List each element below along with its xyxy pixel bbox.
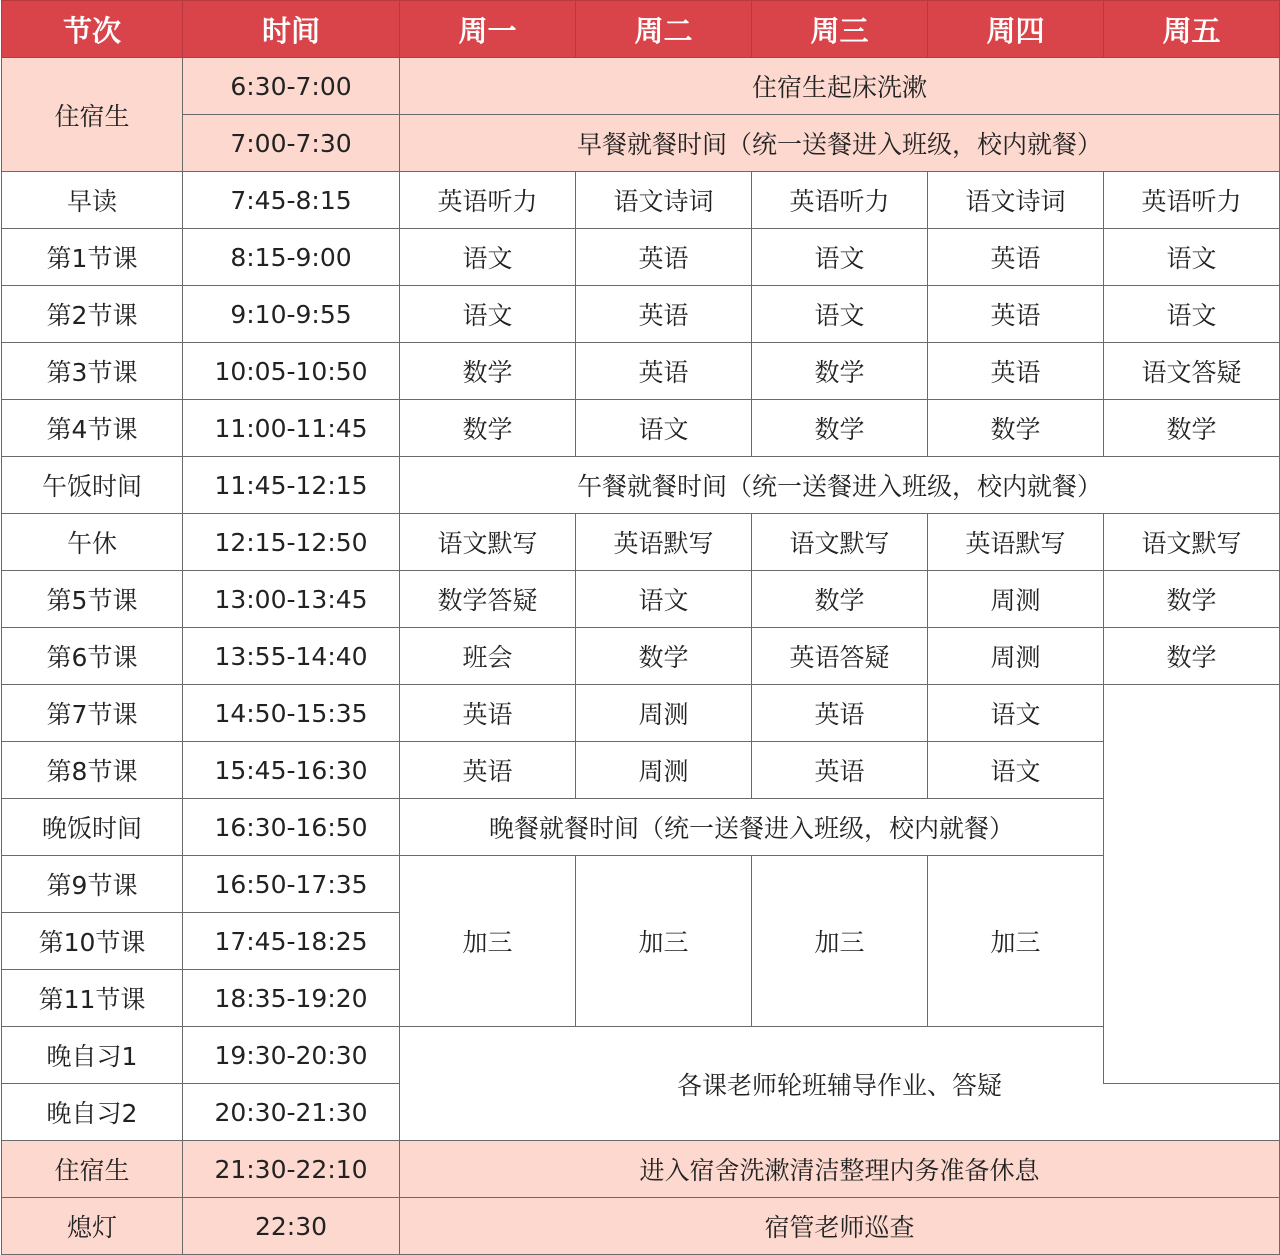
table-row [2,799,1280,856]
subject-cell: 英语默写 [576,514,752,571]
period-cell: 住宿生 [2,1141,183,1198]
table-row [2,229,1280,286]
subject-cell: 加三 [400,856,576,1027]
subject-cell: 语文答疑 [1104,343,1280,400]
period-cell: 第7节课 [2,685,183,742]
subject-cell: 英语听力 [1104,172,1280,229]
subject-cell: 英语 [400,685,576,742]
time-cell: 8:15-9:00 [183,229,400,286]
subject-cell: 英语听力 [752,172,928,229]
subject-cell: 数学答疑 [400,571,576,628]
table-row [2,856,1280,913]
header-monday: 周一 [400,1,576,58]
period-cell: 第6节课 [2,628,183,685]
activity-cell: 晚餐就餐时间（统一送餐进入班级，校内就餐） [400,799,1104,856]
period-cell: 第2节课 [2,286,183,343]
activity-cell: 住宿生起床洗漱 [400,58,1280,115]
time-cell: 9:10-9:55 [183,286,400,343]
subject-cell: 语文 [400,229,576,286]
table-row [2,514,1280,571]
subject-cell: 英语 [752,742,928,799]
table-row [2,400,1280,457]
time-cell: 13:55-14:40 [183,628,400,685]
time-cell: 16:30-16:50 [183,799,400,856]
table-row [2,58,1280,115]
activity-cell: 早餐就餐时间（统一送餐进入班级，校内就餐） [400,115,1280,172]
subject-cell: 英语 [576,343,752,400]
subject-cell: 英语 [928,286,1104,343]
table-row [2,1027,1280,1084]
table-row [2,343,1280,400]
header-thursday: 周四 [928,1,1104,58]
activity-cell: 进入宿舍洗漱清洁整理内务准备休息 [400,1141,1280,1198]
period-cell: 晚自习1 [2,1027,183,1084]
subject-cell: 班会 [400,628,576,685]
table-row [2,628,1280,685]
period-cell: 晚自习2 [2,1084,183,1141]
time-cell: 16:50-17:35 [183,856,400,913]
table-row [2,1141,1280,1198]
time-cell: 12:15-12:50 [183,514,400,571]
time-cell: 18:35-19:20 [183,970,400,1027]
header-wednesday: 周三 [752,1,928,58]
time-cell: 20:30-21:30 [183,1084,400,1141]
time-cell: 6:30-7:00 [183,58,400,115]
subject-cell: 周测 [576,742,752,799]
header-period: 节次 [2,1,183,58]
table-row [2,571,1280,628]
time-cell: 22:30 [183,1198,400,1255]
header-row [2,1,1280,58]
time-cell: 7:45-8:15 [183,172,400,229]
subject-cell: 数学 [576,628,752,685]
subject-cell: 英语答疑 [752,628,928,685]
subject-cell: 语文默写 [752,514,928,571]
table-row [2,685,1280,742]
period-cell: 住宿生 [2,58,183,172]
table-row [2,457,1280,514]
period-cell: 第3节课 [2,343,183,400]
period-cell: 第11节课 [2,970,183,1027]
time-cell: 15:45-16:30 [183,742,400,799]
activity-cell: 宿管老师巡查 [400,1198,1280,1255]
subject-cell: 周测 [928,571,1104,628]
subject-cell: 语文诗词 [928,172,1104,229]
period-cell: 第8节课 [2,742,183,799]
table-row [2,172,1280,229]
subject-cell: 语文默写 [400,514,576,571]
subject-cell: 英语 [576,286,752,343]
time-cell: 11:45-12:15 [183,457,400,514]
table-row [2,742,1280,799]
subject-cell: 数学 [752,343,928,400]
period-cell: 午饭时间 [2,457,183,514]
period-cell: 第10节课 [2,913,183,970]
subject-cell: 加三 [576,856,752,1027]
subject-cell: 英语 [928,229,1104,286]
subject-cell: 周测 [576,685,752,742]
subject-cell: 数学 [1104,628,1280,685]
subject-cell: 数学 [400,343,576,400]
subject-cell: 语文 [752,286,928,343]
subject-cell: 语文 [400,286,576,343]
header-tuesday: 周二 [576,1,752,58]
period-cell: 第9节课 [2,856,183,913]
subject-cell: 数学 [1104,571,1280,628]
period-cell: 早读 [2,172,183,229]
subject-cell: 语文 [928,742,1104,799]
time-cell: 13:00-13:45 [183,571,400,628]
time-cell: 7:00-7:30 [183,115,400,172]
subject-cell: 英语 [400,742,576,799]
table-row [2,115,1280,172]
subject-cell: 语文默写 [1104,514,1280,571]
subject-cell: 语文 [576,571,752,628]
subject-cell: 语文 [576,400,752,457]
subject-cell: 数学 [928,400,1104,457]
subject-cell: 语文诗词 [576,172,752,229]
subject-cell: 语文 [928,685,1104,742]
time-cell: 10:05-10:50 [183,343,400,400]
subject-cell: 数学 [752,400,928,457]
period-cell: 晚饭时间 [2,799,183,856]
period-cell: 第4节课 [2,400,183,457]
activity-cell: 各课老师轮班辅导作业、答疑 [400,1027,1280,1141]
time-cell: 14:50-15:35 [183,685,400,742]
class-schedule-table [1,0,1280,1255]
subject-cell: 英语默写 [928,514,1104,571]
header-time: 时间 [183,1,400,58]
time-cell: 21:30-22:10 [183,1141,400,1198]
subject-cell: 加三 [928,856,1104,1027]
time-cell: 19:30-20:30 [183,1027,400,1084]
subject-cell: 英语 [752,685,928,742]
table-row [2,1198,1280,1255]
subject-cell: 语文 [1104,229,1280,286]
subject-cell: 数学 [1104,400,1280,457]
period-cell: 第1节课 [2,229,183,286]
period-cell: 午休 [2,514,183,571]
subject-cell: 英语听力 [400,172,576,229]
subject-cell: 加三 [752,856,928,1027]
time-cell: 11:00-11:45 [183,400,400,457]
subject-cell: 英语 [928,343,1104,400]
subject-cell: 英语 [576,229,752,286]
subject-cell: 语文 [752,229,928,286]
subject-cell: 数学 [752,571,928,628]
table-row [2,286,1280,343]
period-cell: 第5节课 [2,571,183,628]
header-friday: 周五 [1104,1,1280,58]
period-cell: 熄灯 [2,1198,183,1255]
subject-cell: 语文 [1104,286,1280,343]
friday-empty-cell [1104,685,1280,1084]
time-cell: 17:45-18:25 [183,913,400,970]
activity-cell: 午餐就餐时间（统一送餐进入班级，校内就餐） [400,457,1280,514]
subject-cell: 数学 [400,400,576,457]
subject-cell: 周测 [928,628,1104,685]
